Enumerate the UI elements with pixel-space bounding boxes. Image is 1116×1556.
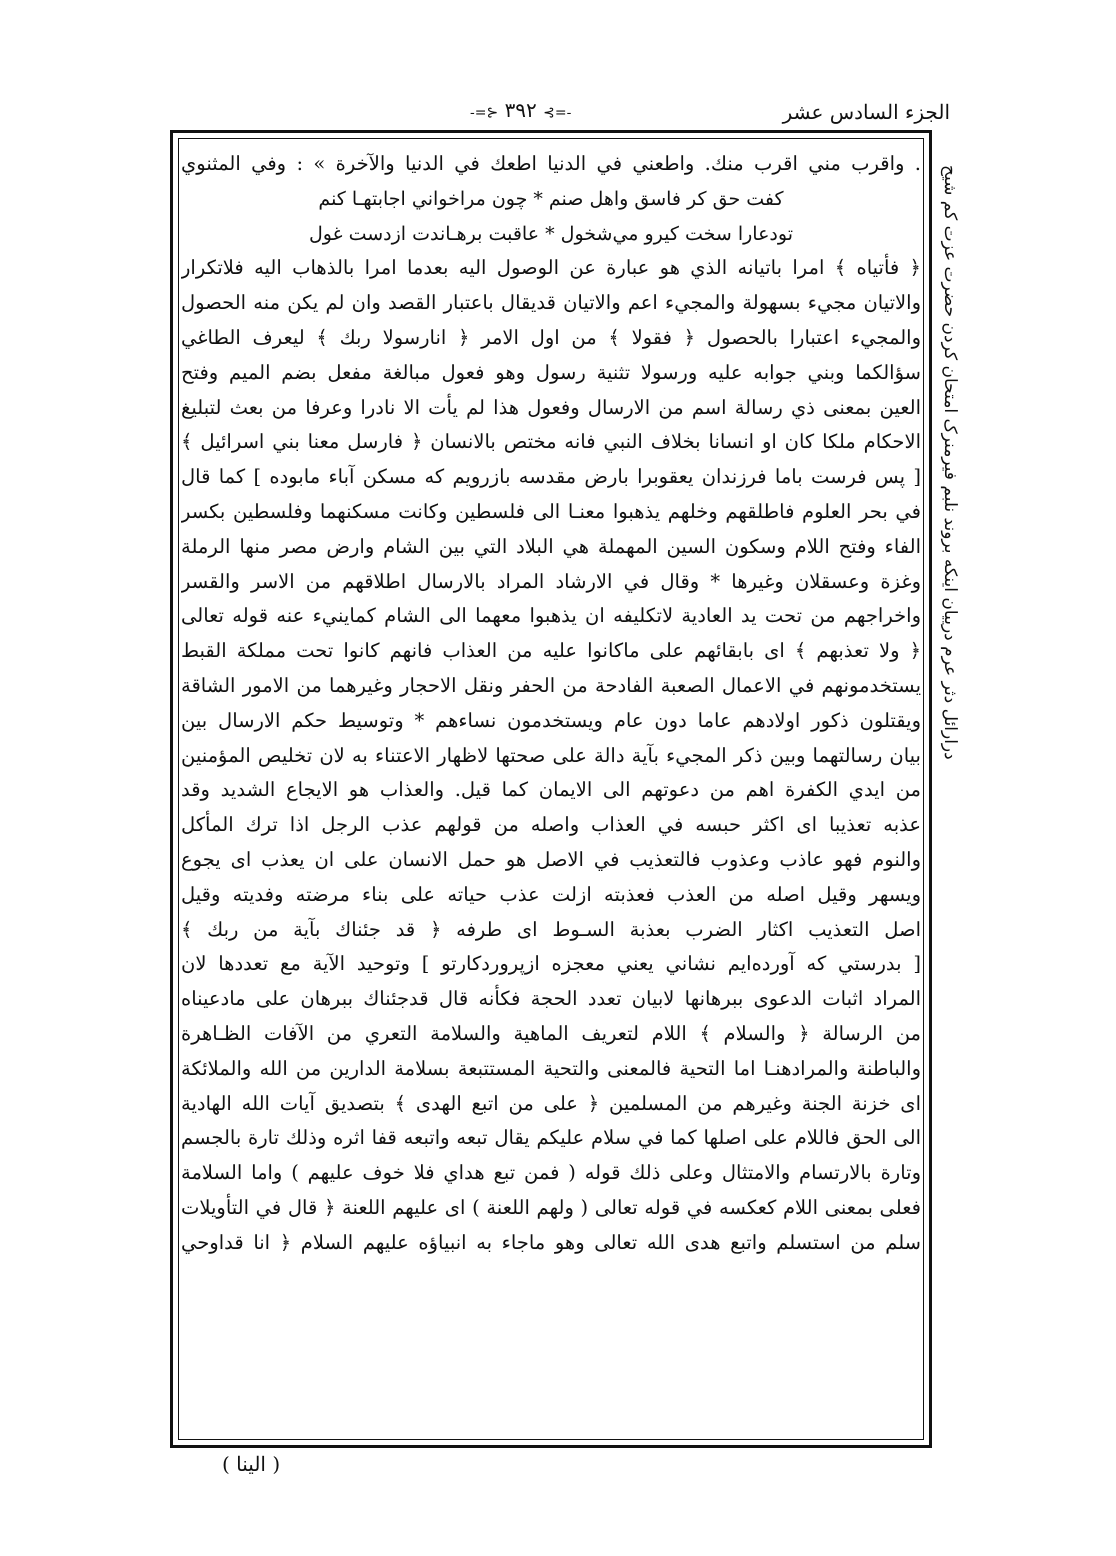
margin-note: درارائل دثر عرم درییان اینکه بروند نلبم فیرمنرک امتحان کردن حضرت عزت کم شیح [940, 165, 960, 760]
body-line: [ بدرستي كه آورده‌ايم نشاني يعني معجزه ازپروردكارتو ] وتوحيد الآية مع تعددها لان [181, 952, 921, 976]
text-frame [170, 130, 932, 1448]
body-line: وغزة وعسقلان وغيرها * وقال في الارشاد المراد بالارسال اطلاقهم من الاسر والقسر [181, 569, 921, 593]
body-line: الاحكام ملكا كان او انسانا بخلاف النبي فانه مختص بالانسان ﴿ فارسل معنا بني اسرائيل ﴾ [181, 430, 921, 454]
body-text [181, 147, 921, 1261]
body-line: بيان رسالتهما وبين ذكر المجيء بآية دالة على صحتها لاظهار الاعتناء به لان تخليص المؤمنين [181, 743, 921, 767]
body-line: فعلى بمعنى اللام كعكسه في قوله تعالى ( ولهم اللعنة ) اى عليهم اللعنة ﴿ قال في التأويلات [181, 1195, 921, 1219]
body-line: . واقرب مني اقرب منك. واطعني في الدنيا اطعك في الدنيا والآخرة » : وفي المثنوي [181, 152, 921, 175]
body-line: اى خزنة الجنة وغيرهم من المسلمين ﴿ على من اتبع الهدى ﴾ بتصديق آيات الله الهادية [181, 1091, 921, 1115]
body-line: ﴿ ولا تعذبهم ﴾ اى بابقائهم على ماكانوا عليه من العذاب فانهم كانوا تحت مملكة القبط [181, 639, 921, 663]
body-line: المراد اثبات الدعوى ببرهانها لابيان تعدد الحجة فكأنه قال قدجئناك ببرهان على مادعيناه [181, 987, 921, 1011]
body-line: والباطنة والمرادهنـا اما التحية فالمعنى والتحية المستتبعة بسلامة الدارين من الله والملائكة [181, 1056, 921, 1080]
poem-line: تودعارا سخت كيرو مي‌شخول * عاقبت برهـاندت ازدست غول [309, 222, 793, 245]
catchword: ( الينا ) [222, 1452, 281, 1476]
header-title: الجزء السادس عشر [782, 100, 950, 124]
body-line: من الرسالة ﴿ والسلام ﴾ اللام لتعريف الماهية والسلامة التعري من الآفات الظـاهرة [181, 1021, 921, 1045]
body-line: في بحر العلوم فاطلقهم وخلهم يذهبوا معنـا الى فلسطين وكانت مسكنهما وفلسطين بكسر [181, 499, 921, 523]
body-line: والنوم فهو عاذب وعذوب فالتعذيب في الاصل هو حمل الانسان على ان يعذب اى يجوع [181, 847, 921, 871]
body-line: سؤالكما وبني جوابه عليه ورسولا تثنية رسول وهو فعول مبالغة مفعل بضم الميم وفتح [181, 360, 921, 384]
body-line: والاتيان مجيء بسهولة والمجيء اعم والاتيان قديقال باعتبار القصد وان لم يكن منه الحصول [181, 291, 921, 315]
body-line: واخراجهم من تحت يد العادية لاتكليفه ان يذهبوا معهما الى الشام كماينيء عنه قوله تعالى [181, 604, 921, 628]
body-line: والمجيء اعتبارا بالحصول ﴿ فقولا ﴾ من اول الامر ﴿ انارسولا ربك ﴾ ليعرف الطاغي [181, 325, 921, 349]
page-number: ٣٩٢ [504, 98, 537, 122]
poem-line: كفت حق كر فاسق واهل صنم * چون مراخواني اجابتهـا كنم [318, 187, 784, 210]
body-line: الفاء وفتح اللام وسكون السين المهملة هي البلاد التي بين الشام وارض مصر منها الرملة [181, 534, 921, 558]
body-line: الى الحق فاللام على اصلها كما في سلام عليكم يقال تبعه واتبعه قفا اثره وذلك تارة بالجسم [181, 1126, 921, 1150]
body-line: وتارة بالارتسام والامتثال وعلى ذلك قوله ( فمن تبع هداي فلا خوف عليهم ) واما السلامة [181, 1161, 921, 1185]
body-line: [ پس فرست باما فرزندان يعقوبرا بارض مقدسه بازرويم كه مسكن آباء مابوده ] كما قال [181, 465, 921, 489]
body-line: اصل التعذيب اكثار الضرب بعذبة السـوط اى طرفه ﴿ قد جئناك بآية من ربك ﴾ [181, 917, 921, 941]
body-line: من ايدي الكفرة اهم من دعوتهم الى الايمان كما قيل. والعذاب هو الايجاع الشديد وقد [181, 778, 921, 802]
ornament-left: -=⊱ [543, 105, 572, 121]
body-line: ويسهر وقيل اصله من العذب فعذبته ازلت عذب حياته على بناء مرضته وفديته وقيل [181, 882, 921, 906]
body-line: عذبه تعذيبا اى اكثر حبسه في العذاب واصله من قولهم عذب الرجل اذا ترك المأكل [181, 813, 921, 837]
ornament-right: ⊰=- [470, 105, 499, 121]
body-line: سلم من استسلم واتبع هدى الله تعالى وهو ماجاء به انبياؤه عليهم السلام ﴿ انا قداوحي [181, 1230, 921, 1254]
body-line: ﴿ فأتياه ﴾ امرا باتيانه الذي هو عبارة عن الوصول اليه بعدما امرا بالذهاب اليه فلاتكرار [181, 256, 921, 280]
body-line: يستخدمونهم في الاعمال الصعبة الفادحة من الحفر ونقل الاحجار وغيرهما من الامور الشاقة [181, 673, 921, 697]
body-line: ويقتلون ذكور اولادهم عاما دون عام ويستخدمون نساءهم * وتوسيط حكم الارسال بين [181, 708, 921, 732]
body-line: العين بمعنى ذي رسالة اسم من الارسال وفعول هذا لم يأت الا نادرا وعرفا من بعث لتبليغ [181, 395, 921, 419]
page-number-block [470, 98, 571, 122]
